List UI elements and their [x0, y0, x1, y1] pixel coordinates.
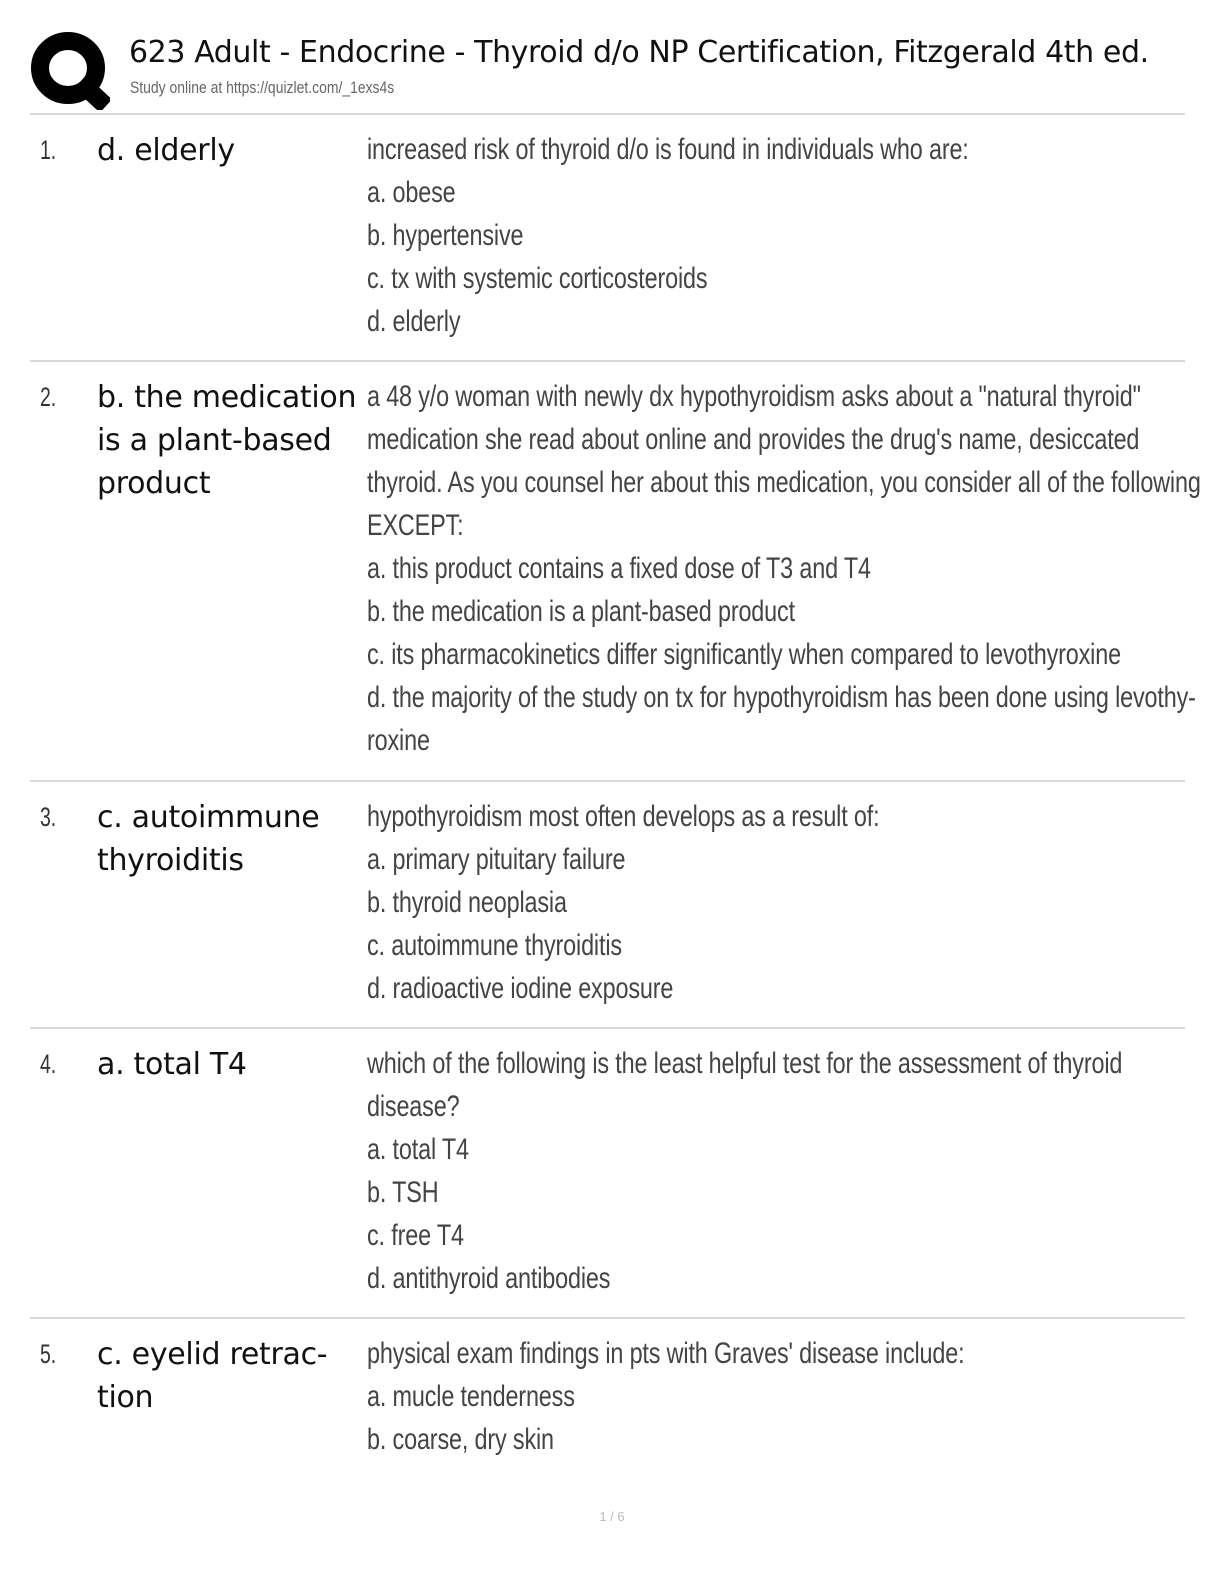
definition-line: EXCEPT:	[367, 509, 464, 542]
card-term: b. the medication is a plant-based product	[97, 380, 357, 501]
definition-line: b. TSH	[367, 1176, 439, 1209]
quizlet-logo-icon	[30, 30, 110, 110]
definition-line: c. its pharmacokinetics differ significantly when compared to levothyroxine	[367, 638, 1121, 671]
card-definition	[367, 1042, 1147, 1300]
page-number: 1 / 6	[599, 1509, 625, 1524]
card-number: 3.	[40, 802, 57, 832]
flashcard-1	[30, 113, 1185, 360]
definition-line: physical exam findings in pts with Graves' disease include:	[367, 1337, 965, 1370]
definition-line: increased risk of thyroid d/o is found in individuals who are:	[367, 133, 969, 166]
flashcard-5	[30, 1317, 1185, 1487]
definition-line: b. thyroid neoplasia	[367, 886, 567, 919]
definition-line: roxine	[367, 724, 430, 757]
definition-line: d. antithyroid antibodies	[367, 1262, 611, 1295]
definition-line: thyroid. As you counsel her about this medication, you consider all of the following	[367, 466, 1201, 499]
definition-line: a. mucle tenderness	[367, 1380, 575, 1413]
study-link[interactable]: Study online at https://quizlet.com/_1exs4s	[130, 78, 395, 97]
definition-line: hypothyroidism most often develops as a result of:	[367, 800, 880, 833]
card-definition	[367, 128, 1147, 343]
definition-line: c. autoimmune thyroiditis	[367, 929, 622, 962]
document-title: 623 Adult - Endocrine - Thyroid d/o NP Certification, Fitzgerald 4th ed.	[129, 35, 1149, 70]
definition-line: b. the medication is a plant-based product	[367, 595, 795, 628]
definition-line: c. tx with systemic corticosteroids	[367, 262, 708, 295]
card-number: 4.	[40, 1049, 57, 1079]
document-header	[30, 28, 1190, 114]
card-term: c. autoimmune thyroiditis	[97, 800, 320, 878]
card-definition	[367, 375, 1201, 762]
definition-line: a. obese	[367, 176, 456, 209]
definition-line: d. the majority of the study on tx for hypothyroidism has been done using levothy-	[367, 681, 1196, 714]
card-term: a. total T4	[97, 1047, 247, 1082]
definition-line: medication she read about online and provides the drug's name, desiccated	[367, 423, 1140, 456]
flashcard-4	[30, 1027, 1185, 1317]
definition-line: which of the following is the least helpful test for the assessment of thyroid	[367, 1047, 1123, 1080]
flashcard-3	[30, 780, 1185, 1027]
definition-line: a. total T4	[367, 1133, 469, 1166]
card-number: 5.	[40, 1339, 57, 1369]
card-number: 2.	[40, 382, 57, 412]
card-definition	[367, 1332, 1147, 1461]
definition-line: disease?	[367, 1090, 460, 1123]
definition-line: a 48 y/o woman with newly dx hypothyroidism asks about a "natural thyroid"	[367, 380, 1141, 413]
card-definition	[367, 795, 1147, 1010]
definition-line: a. this product contains a fixed dose of T3 and T4	[367, 552, 871, 585]
definition-line: a. primary pituitary failure	[367, 843, 626, 876]
flashcard-list	[30, 113, 1201, 1487]
card-term: c. eyelid retrac- tion	[97, 1337, 328, 1415]
card-number: 1.	[40, 135, 57, 165]
definition-line: c. free T4	[367, 1219, 464, 1252]
definition-line: b. coarse, dry skin	[367, 1423, 554, 1456]
definition-line: b. hypertensive	[367, 219, 524, 252]
definition-line: d. radioactive iodine exposure	[367, 972, 674, 1005]
definition-line: d. elderly	[367, 305, 461, 338]
card-term: d. elderly	[97, 133, 235, 168]
flashcard-2	[30, 360, 1201, 780]
